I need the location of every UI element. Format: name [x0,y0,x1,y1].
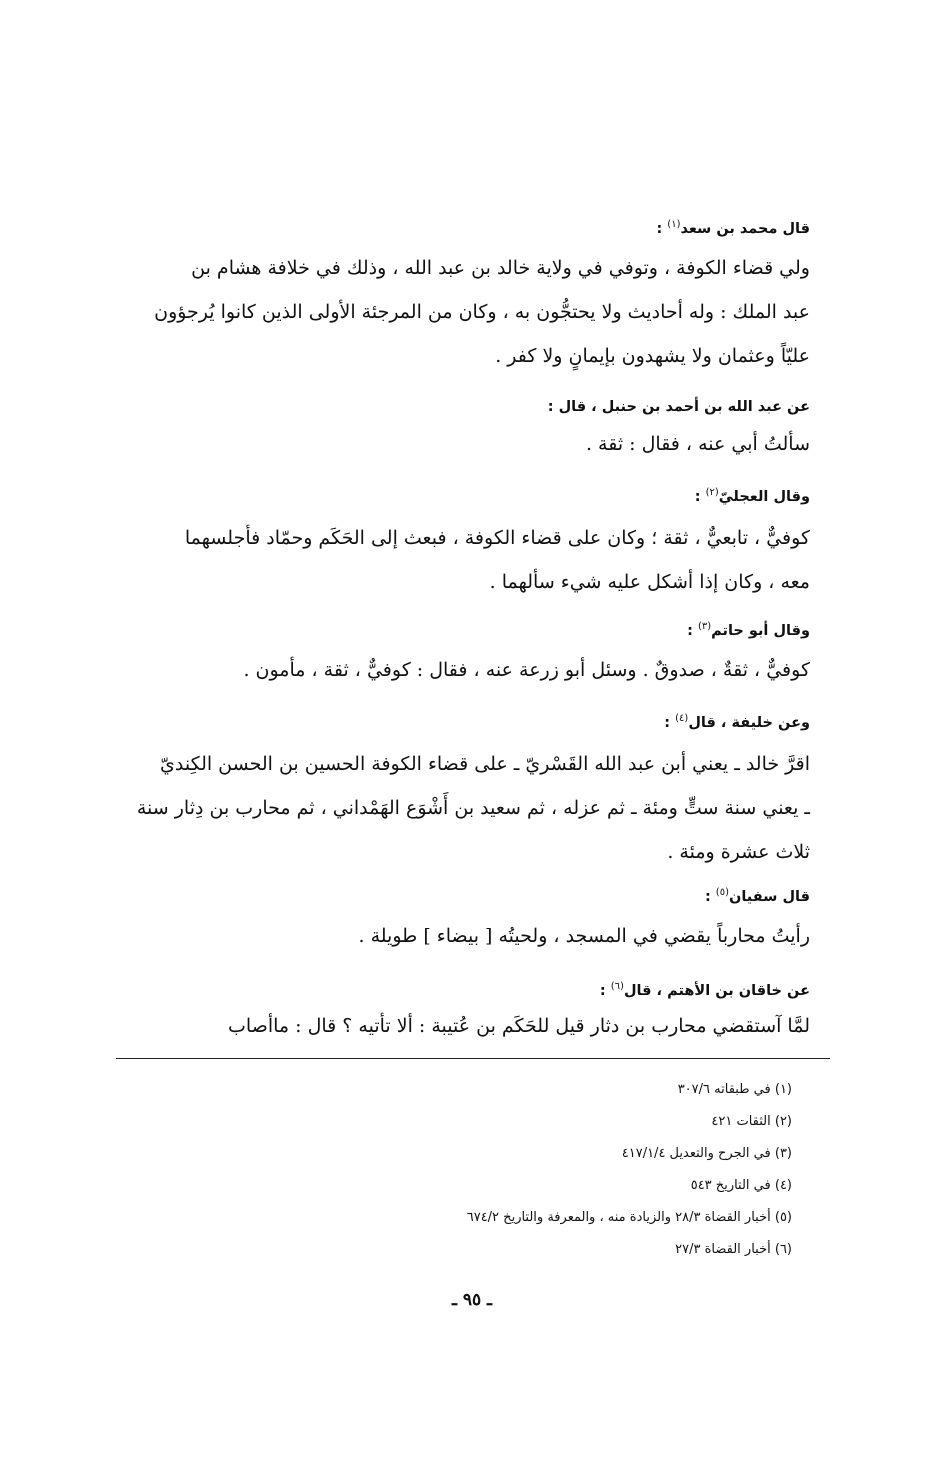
heading-text: قال سفيان [728,888,810,905]
heading-text: وقال العجليّ [718,488,810,505]
section-heading [134,482,810,508]
heading-colon: : [599,982,611,999]
text-line: ثلاث عشرة ومئة . [667,840,810,863]
section-body [134,914,810,958]
footnote: (٥) أخبار القضاة ٢٨/٣ والزيادة منه ، والمعرفة والتاريخ ٦٧٤/٢ [466,1210,792,1225]
heading-text: وعن خليفة ، قال [688,714,810,731]
section-body [134,422,810,466]
footnote: (٦) أخبار القضاة ٢٧/٣ [675,1242,792,1257]
footnote-ref: (٣) [697,621,712,632]
heading-text: وقال أبو حاتم [711,622,810,639]
section-abu-hatim [134,616,810,692]
section-abdullah-ibn-hanbal [134,392,810,466]
footnote-ref: (٢) [705,487,719,498]
section-khalifa [134,708,810,874]
section-heading [134,882,810,908]
section-ibn-saad [134,214,810,378]
footnote-ref: (١) [667,219,681,230]
text-line: عليّاً وعثمان ولا يشهدون بإيمانٍ ولا كفر . [495,344,810,367]
section-body [134,648,810,692]
section-heading [134,214,810,240]
text-line: معه ، وكان إذا أشكل عليه شيء سألهما . [489,570,810,593]
heading-colon: : [656,220,668,237]
heading-colon: : [664,714,676,731]
text-line: لمَّا آستقضي محارب بن دثار قيل للحَكَم بن عُتيبة : ألا تأتيه ؟ قال : ماأصاب [228,1014,810,1037]
heading-colon: : [687,622,698,639]
heading-colon: : [704,888,716,905]
footnotes [232,1074,792,1266]
text-line: رأيتُ محارباً يقضي في المسجد ، ولحيتُه [ بيضاء ] طويلة . [358,924,810,947]
text-line: اقرَّ خالد ـ يعني أبن عبد الله القَسْريّ ـ على قضاء الكوفة الحسين بن الحسن الكِنديّ [160,752,810,775]
footnote: (٤) في التاريخ ٥٤٣ [690,1178,792,1193]
heading-text: عن خاقان بن الأهتم ، قال [623,982,810,999]
footnote: (١) في طبقاته ٣٠٧/٦ [677,1082,792,1097]
text-line: عبد الملك : وله أحاديث ولا يحتجُّون به ، وكان من المرجئة الأولى الذين كانوا يُرجؤون [154,300,810,323]
section-heading [134,392,810,418]
heading-colon: : [694,488,706,505]
text-line: كوفيٌّ ، ثقةٌ ، صدوقٌ . وسئل أبو زرعة عنه ، فقال : كوفيٌّ ، ثقة ، مأمون . [243,658,810,681]
section-heading [134,616,810,642]
footnote-ref: (٤) [675,713,689,724]
section-ijli [134,482,810,604]
page-number: ـ ٩٥ ـ [451,1290,493,1310]
text-line: كوفيٌّ ، تابعيٌّ ، ثقة ؛ وكان على قضاء الكوفة ، فبعث إلى الحَكَم وحمّاد فأجلسهما [184,526,810,549]
section-body [134,742,810,874]
footnote: (٣) في الجرح والتعديل ٤١٧/١/٤ [621,1146,792,1161]
footnote-ref: (٦) [610,981,624,992]
section-body [134,246,810,378]
heading-text: عن عبد الله بن أحمد بن حنبل ، قال : [547,398,810,415]
footnote: (٢) الثقات ٤٢١ [711,1114,792,1129]
footnote-divider [116,1058,830,1059]
section-heading [134,976,810,1002]
footnote-ref: (٥) [715,887,729,898]
section-sufyan [134,882,810,958]
section-heading [134,708,810,734]
text-line: ولي قضاء الكوفة ، وتوفي في ولاية خالد بن عبد الله ، وذلك في خلافة هشام بن [191,256,810,279]
text-line: سألتُ أبي عنه ، فقال : ثقة . [585,432,810,455]
section-body [134,1004,810,1048]
section-body [134,516,810,604]
section-khaqan [134,976,810,1048]
text-line: ـ يعني سنة ستٍّ ومئة ـ ثم عزله ، ثم سعيد بن أَشْوَع الهَمْداني ، ثم محارب بن دِثار سنة [136,796,810,819]
heading-text: قال محمد بن سعد [680,220,810,237]
